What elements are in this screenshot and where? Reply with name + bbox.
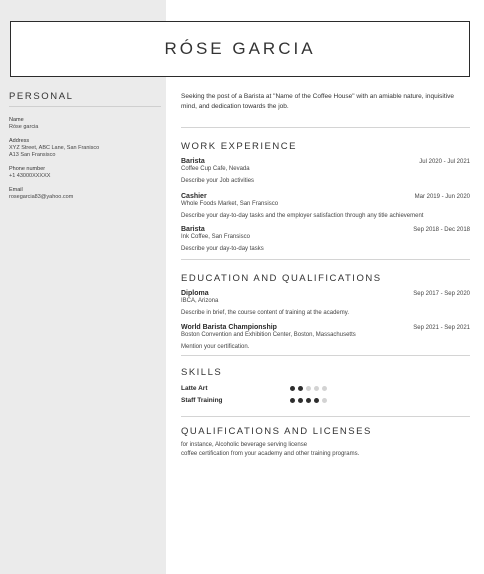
- main-content: [181, 92, 470, 459]
- qualifications-title: QUALIFICATIONS AND LICENSES: [181, 426, 372, 437]
- education-org: IBCA, Arizona: [181, 298, 219, 304]
- personal-section: [9, 91, 161, 201]
- rating-dot-empty: [322, 398, 327, 403]
- career-summary: Seeking the post of a Barista at "Name of the Coffee House" with an amiable nature, inquisitive mind, and dedication towards the job.: [181, 93, 454, 110]
- education-title: EDUCATION AND QUALIFICATIONS: [181, 273, 382, 284]
- divider: [181, 259, 470, 260]
- education-date: Sep 2017 - Sep 2020: [413, 291, 470, 297]
- phone-value: +1 43000XXXXX: [9, 173, 51, 179]
- rating-dot-filled: [290, 398, 295, 403]
- email-value: rosegarcia83@yahoo.com: [9, 194, 74, 200]
- work-experience-title: WORK EXPERIENCE: [181, 141, 297, 152]
- divider: [181, 355, 470, 356]
- rating-dot-filled: [298, 386, 303, 391]
- education-description: Describe in brief, the course content of training at the academy.: [181, 310, 349, 316]
- rating-dot-empty: [314, 386, 319, 391]
- rating-dot-filled: [314, 398, 319, 403]
- qualifications-line-2: coffee certification from your academy and other training programs.: [181, 451, 360, 457]
- education-entry: [181, 290, 470, 318]
- job-entry: [181, 193, 470, 221]
- skill-name: Latte Art: [181, 384, 208, 392]
- rating-dot-empty: [306, 386, 311, 391]
- skill-row: [181, 394, 470, 406]
- job-description: Describe your day-to-day tasks and the employer satisfaction through any title achievement: [181, 213, 424, 219]
- address-line-1: XYZ Street, ABC Lane, San Franisco: [9, 145, 100, 151]
- skill-row: [181, 382, 470, 394]
- job-date: Sep 2018 - Dec 2018: [413, 227, 470, 233]
- name-value: Róse garcia: [9, 124, 39, 130]
- address-line-2: A13 San Fransisco: [9, 152, 56, 158]
- skill-rating: [290, 386, 327, 391]
- skills-list: [181, 382, 470, 406]
- job-org: Coffee Cup Cafe, Nevada: [181, 166, 250, 172]
- name-header-box: [10, 21, 470, 77]
- name-label: Name: [9, 117, 24, 123]
- education-entry: [181, 324, 470, 352]
- skills-title: SKILLS: [181, 367, 223, 378]
- job-org: Ink Coffee, San Fransisco: [181, 234, 250, 240]
- job-date: Jul 2020 - Jul 2021: [419, 159, 470, 165]
- candidate-name: RÓSE GARCIA: [164, 39, 316, 58]
- job-entry: [181, 158, 470, 186]
- education-date: Sep 2021 - Sep 2021: [413, 325, 470, 331]
- job-title: Barista: [181, 158, 205, 165]
- job-title: Cashier: [181, 193, 207, 200]
- sidebar-panel: [0, 0, 166, 574]
- education-org: Boston Convention and Exhibition Center, Boston, Massachusetts: [181, 332, 356, 338]
- education-description: Mention your certification.: [181, 344, 250, 350]
- rating-dot-filled: [306, 398, 311, 403]
- phone-label: Phone number: [9, 166, 46, 172]
- job-description: Describe your Job activities: [181, 178, 255, 184]
- rating-dot-filled: [290, 386, 295, 391]
- email-label: Email: [9, 187, 23, 193]
- address-label: Address: [9, 138, 30, 144]
- job-date: Mar 2019 - Jun 2020: [414, 194, 470, 200]
- education-title: World Barista Championship: [181, 324, 277, 331]
- divider: [181, 127, 470, 128]
- rating-dot-filled: [298, 398, 303, 403]
- skill-rating: [290, 398, 327, 403]
- job-org: Whole Foods Market, San Fransisco: [181, 201, 279, 207]
- rating-dot-empty: [322, 386, 327, 391]
- education-title: Diploma: [181, 290, 209, 297]
- job-entry: [181, 226, 470, 254]
- personal-heading: PERSONAL: [9, 91, 161, 107]
- divider: [181, 416, 470, 417]
- skill-name: Staff Training: [181, 396, 223, 404]
- qualifications-line-1: for instance, Alcoholic beverage serving license: [181, 442, 308, 448]
- job-description: Describe your day-to-day tasks: [181, 246, 264, 252]
- job-title: Barista: [181, 226, 205, 233]
